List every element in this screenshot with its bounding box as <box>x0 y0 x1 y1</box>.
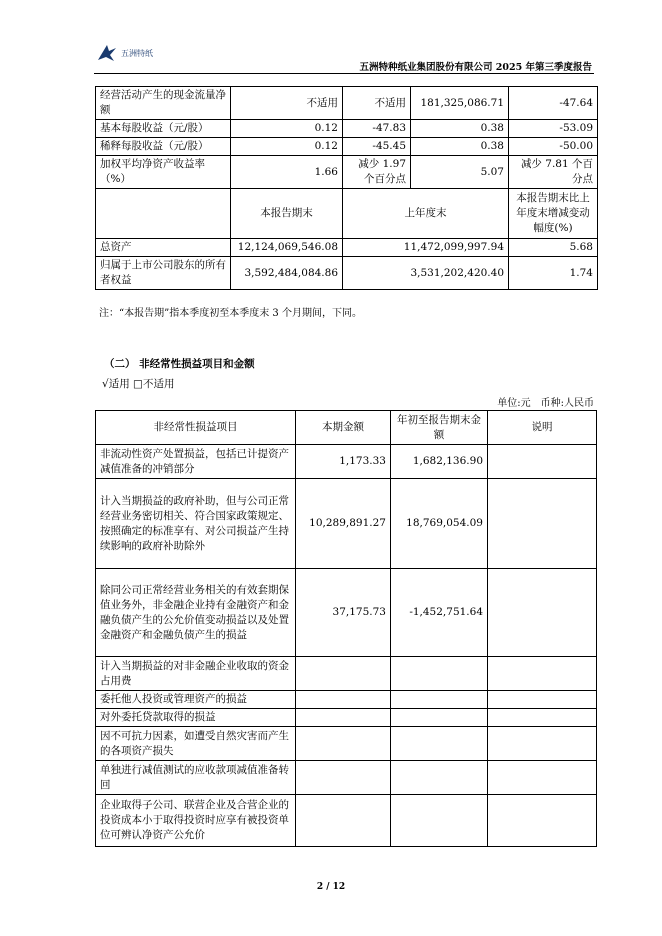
table-row <box>96 479 597 569</box>
currency-unit: 单位:元 币种:人民币 <box>497 398 594 409</box>
table-row <box>96 709 597 727</box>
table-cell: 37,175.73 <box>296 569 391 657</box>
table-row <box>96 569 597 657</box>
table-cell <box>296 795 391 847</box>
table-cell: -47.83 <box>343 120 411 138</box>
item-label: 委托他人投资或管理资产的损益 <box>96 691 296 709</box>
table-row <box>96 445 597 479</box>
table-cell: 减少 1.97 个百分点 <box>343 156 411 189</box>
table-cell: 3,531,202,420.40 <box>343 257 509 290</box>
table-cell <box>488 761 597 795</box>
table-cell: -45.45 <box>343 138 411 156</box>
table-row <box>96 727 597 761</box>
table-cell: -53.09 <box>509 120 598 138</box>
row-label: 稀释每股收益（元/股） <box>96 138 231 156</box>
table-cell: 减少 7.81 个百分点 <box>509 156 598 189</box>
table-header-row <box>96 411 597 445</box>
table-cell: 10,289,891.27 <box>296 479 391 569</box>
item-label: 除同公司正常经营业务相关的有效套期保值业务外，非金融企业持有金融资产和金融负债产生的公允价值变动损益以及处置金融资产和金融负债产生的损益 <box>96 569 296 657</box>
table-cell: 0.12 <box>231 138 343 156</box>
header-cell: 本报告期末 <box>231 189 343 239</box>
table-subheader-row <box>96 189 598 239</box>
table-row <box>96 657 597 691</box>
table-cell <box>488 691 597 709</box>
row-label: 基本每股收益（元/股） <box>96 120 231 138</box>
table-cell: 1,173.33 <box>296 445 391 479</box>
item-label: 对外委托贷款取得的损益 <box>96 709 296 727</box>
table-cell: 5.68 <box>509 239 598 257</box>
table-cell: 181,325,086.71 <box>411 87 509 120</box>
header-divider <box>94 73 594 74</box>
header-cell <box>96 189 231 239</box>
report-title: 五洲特种纸业集团股份有限公司 2025 年第三季度报告 <box>359 62 592 73</box>
table-note: 注：“本报告期”指本季度初至本季度末 3 个月期间，下同。 <box>99 308 362 319</box>
table-cell <box>296 709 391 727</box>
table-row <box>96 239 598 257</box>
table-cell: -50.00 <box>509 138 598 156</box>
table-cell <box>488 569 597 657</box>
table-cell <box>391 727 488 761</box>
table-cell <box>296 691 391 709</box>
table-cell: 12,124,069,546.08 <box>231 239 343 257</box>
table-cell: 1.74 <box>509 257 598 290</box>
item-label: 因不可抗力因素，如遭受自然灾害而产生的各项资产损失 <box>96 727 296 761</box>
table-cell <box>391 657 488 691</box>
table-cell <box>488 709 597 727</box>
table-cell <box>488 479 597 569</box>
table-cell <box>488 445 597 479</box>
table-cell: 0.12 <box>231 120 343 138</box>
logo-icon <box>96 42 118 64</box>
header-cell: 年初至报告期末金额 <box>391 411 488 445</box>
table-cell <box>296 657 391 691</box>
table-cell <box>488 657 597 691</box>
section-title: （二） 非经常性损益项目和金额 <box>104 358 255 370</box>
logo-text: 五洲特纸 <box>121 48 153 58</box>
table-cell <box>391 691 488 709</box>
table-cell <box>296 761 391 795</box>
table-row <box>96 87 598 120</box>
table-cell: -1,452,751.64 <box>391 569 488 657</box>
item-label: 计入当期损益的对非金融企业收取的资金占用费 <box>96 657 296 691</box>
table-cell: 11,472,099,997.94 <box>343 239 509 257</box>
table-cell: 1.66 <box>231 156 343 189</box>
row-label: 加权平均净资产收益率（%） <box>96 156 231 189</box>
table-cell <box>391 709 488 727</box>
header-cell: 本报告期末比上年度末增减变动幅度(%) <box>509 189 598 239</box>
item-label: 单独进行减值测试的应收款项减值准备转回 <box>96 761 296 795</box>
financial-indicators-table <box>95 86 598 290</box>
table-row <box>96 761 597 795</box>
page-number: 2 / 12 <box>316 882 346 892</box>
table-row <box>96 257 598 290</box>
table-row <box>96 156 598 189</box>
table-cell <box>488 795 597 847</box>
header-cell: 说明 <box>488 411 597 445</box>
table-row <box>96 691 597 709</box>
table-cell: 不适用 <box>343 87 411 120</box>
row-label: 归属于上市公司股东的所有者权益 <box>96 257 231 290</box>
table-cell: 3,592,484,084.86 <box>231 257 343 290</box>
table-cell <box>391 761 488 795</box>
table-cell: -47.64 <box>509 87 598 120</box>
non-recurring-items-table <box>95 410 597 847</box>
header-cell: 上年度末 <box>343 189 509 239</box>
item-label: 非流动性资产处置损益，包括已计提资产减值准备的冲销部分 <box>96 445 296 479</box>
item-label: 企业取得子公司、联营企业及合营企业的投资成本小于取得投资时应享有被投资单位可辨认净资产公允价 <box>96 795 296 847</box>
header-cell: 本期金额 <box>296 411 391 445</box>
table-cell: 不适用 <box>231 87 343 120</box>
table-cell <box>391 795 488 847</box>
item-label: 计入当期损益的政府补助，但与公司正常经营业务密切相关、符合国家政策规定、按照确定的标准享有、对公司损益产生持续影响的政府补助除外 <box>96 479 296 569</box>
header-cell: 非经常性损益项目 <box>96 411 296 445</box>
applicability-checkbox: √适用 □不适用 <box>102 378 175 390</box>
table-cell: 0.38 <box>411 120 509 138</box>
row-label: 总资产 <box>96 239 231 257</box>
row-label: 经营活动产生的现金流量净额 <box>96 87 231 120</box>
table-row <box>96 138 598 156</box>
table-cell: 5.07 <box>411 156 509 189</box>
table-cell <box>488 727 597 761</box>
company-logo <box>96 42 153 64</box>
table-cell: 18,769,054.09 <box>391 479 488 569</box>
table-cell <box>296 727 391 761</box>
table-row <box>96 795 597 847</box>
table-cell: 1,682,136.90 <box>391 445 488 479</box>
table-row <box>96 120 598 138</box>
table-cell: 0.38 <box>411 138 509 156</box>
